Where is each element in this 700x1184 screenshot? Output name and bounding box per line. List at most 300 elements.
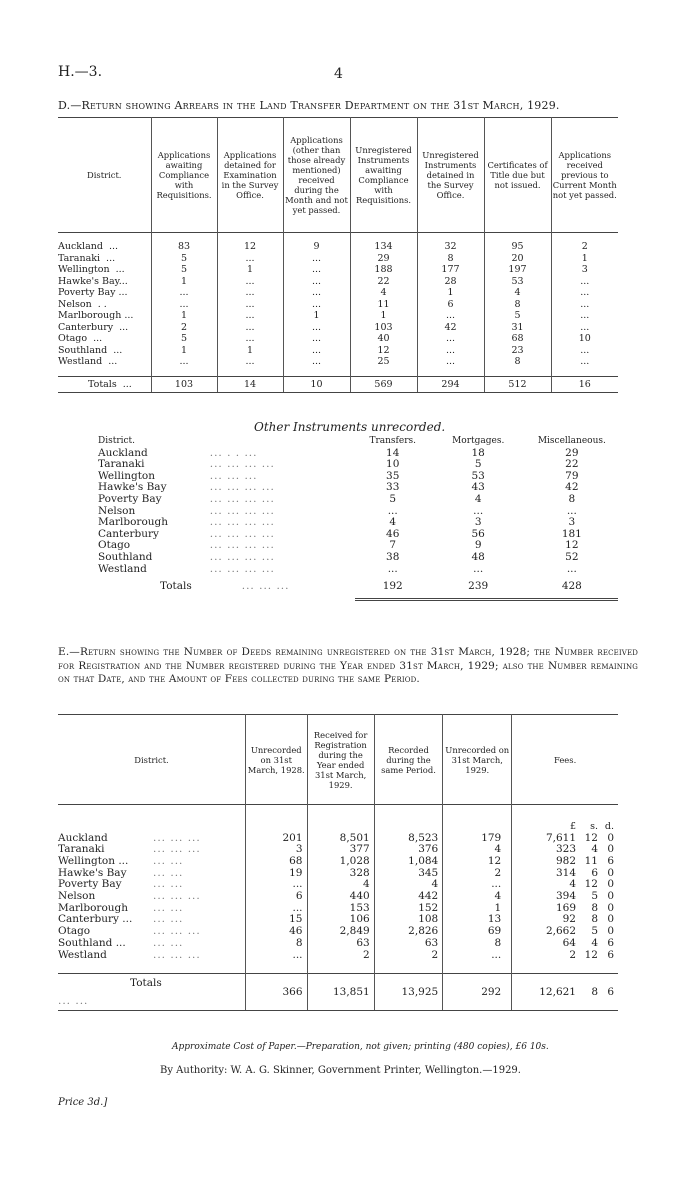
value-cell: 2 (551, 241, 618, 253)
value-cell: 38 (386, 550, 400, 563)
value-cell: 4 (307, 879, 374, 891)
value-cell: 4 (374, 879, 443, 891)
e-col-received: Received for Registration during the Year ended 31st March, 1929. (307, 715, 374, 805)
value-cell: 12 (565, 539, 579, 552)
leader-dots: ... ... ... ... (209, 458, 275, 471)
leader-dots: ... ... (153, 866, 184, 879)
value-cell: 12 (350, 345, 417, 357)
fee-unit-pounds: £ (569, 820, 576, 832)
value-cell: 1 (417, 287, 484, 299)
district-name: Otago (58, 333, 88, 344)
value-cell: 192 (355, 575, 431, 599)
value-cell: 177 (417, 264, 484, 276)
value-cell: ... (246, 903, 308, 915)
table-row (58, 376, 618, 392)
value-cell: 5 (474, 458, 482, 471)
leader-dots: ... ... ... (153, 890, 201, 903)
table-row (58, 253, 618, 265)
district-name: Auckland (98, 446, 148, 459)
district-name: Westland (58, 948, 107, 961)
e-col-unrecorded-1929: Unrecorded on 31st March, 1929. (443, 715, 512, 805)
value-cell: 6 (417, 299, 484, 311)
leader-dots: ... ... (58, 994, 89, 1007)
other-col-mortgages: Mortgages. (452, 436, 505, 446)
fee-shillings: 8 (591, 901, 598, 914)
value-cell: ... (387, 562, 398, 575)
district-cell (58, 891, 246, 903)
value-cell: 52 (565, 550, 579, 563)
fee-pence: 6 (607, 936, 614, 949)
value-cell: 181 (561, 527, 582, 540)
value-cell: 8,523 (374, 833, 443, 845)
fee-pounds: 982 (555, 854, 576, 867)
leader-dots: ... ... (153, 854, 184, 867)
value-cell: ... (217, 356, 283, 368)
leader-dots: . . (97, 298, 107, 310)
value-cell: 20 (484, 253, 551, 265)
district-name: Hawke's Bay (58, 866, 127, 879)
value-cell: 2,849 (307, 926, 374, 938)
fee-pence: 0 (607, 890, 614, 903)
table-row (58, 926, 618, 938)
fee-cell (512, 868, 618, 880)
value-cell: 8 (568, 492, 576, 505)
fee-shillings: 12 (584, 948, 598, 961)
fee-pounds: 169 (555, 901, 576, 914)
leader-dots: ... (108, 241, 119, 252)
table-row (58, 914, 618, 926)
district-name: Totals (88, 378, 117, 390)
value-cell: 4 (443, 891, 512, 903)
district-name: Taranaki (58, 252, 101, 264)
value-cell: ... (151, 356, 217, 368)
page-number: 4 (334, 66, 343, 82)
value-cell: ... (283, 299, 350, 311)
fee-pounds: 12,621 (539, 985, 576, 998)
value-cell: 1,028 (307, 856, 374, 868)
value-cell: 1 (443, 903, 512, 915)
other-instruments-table (98, 436, 618, 601)
value-cell: 10 (551, 333, 618, 345)
leader-dots: ... (122, 378, 132, 390)
value-cell: 201 (246, 833, 308, 845)
value-cell: ... (217, 253, 283, 265)
e-col-fees: Fees. (512, 715, 618, 805)
value-cell: 8 (443, 938, 512, 950)
district-name: Otago (58, 925, 91, 938)
fee-cell (512, 891, 618, 903)
value-cell: 2 (307, 950, 374, 962)
col-unregistered-survey: Unregistered Instruments detained in the Survey Office. (417, 118, 484, 233)
value-cell: 3 (568, 516, 576, 529)
fee-shillings: 8 (591, 913, 598, 926)
value-cell: 1 (217, 264, 283, 276)
district-name: Southland ... (58, 936, 126, 949)
value-cell: 5 (151, 333, 217, 345)
e-col-unrecorded-1928: Unrecorded on 31st March, 1928. (246, 715, 308, 805)
district-name: Auckland (58, 831, 108, 844)
table-row (98, 471, 618, 483)
leader-dots: ... (115, 264, 125, 275)
value-cell: 1,084 (374, 856, 443, 868)
value-cell: 68 (246, 856, 308, 868)
value-cell: ... (217, 299, 283, 311)
value-cell: ... (566, 562, 577, 575)
value-cell: 152 (374, 903, 443, 915)
value-cell: 11 (350, 299, 417, 311)
value-cell: ... (283, 333, 350, 345)
other-col-transfers: Transfers. (369, 436, 416, 446)
value-cell: 153 (307, 903, 374, 915)
price: Price 3d.] (58, 1097, 108, 1108)
section-d-title: D.—Return showing Arrears in the Land Transfer Department on the 31st March, 1929. (58, 99, 560, 112)
value-cell: ... (387, 504, 398, 517)
leader-dots: ... ... (153, 901, 184, 914)
fee-unit-shillings: s. (590, 820, 598, 832)
district-name: Taranaki (58, 843, 105, 856)
value-cell: 2 (374, 950, 443, 962)
value-cell: ... (551, 299, 618, 311)
leader-dots: ... (113, 344, 123, 356)
value-cell: 95 (484, 241, 551, 253)
value-cell: ... (417, 356, 484, 368)
value-cell: 377 (307, 844, 374, 856)
value-cell: ... (283, 253, 350, 265)
value-cell: 22 (565, 458, 579, 471)
leader-dots: ... ... (153, 913, 184, 926)
value-cell: ... (151, 287, 217, 299)
col-awaiting-compliance: Applications awaiting Compliance with Requisitions. (151, 118, 217, 233)
fee-shillings: 12 (584, 831, 598, 844)
value-cell: ... (566, 504, 577, 517)
fee-pence: 0 (607, 901, 614, 914)
table-row (98, 482, 618, 494)
value-cell: 43 (471, 481, 485, 494)
district-name: Totals (160, 580, 192, 593)
district-name: Hawke's Bay (98, 481, 167, 494)
value-cell: 69 (443, 926, 512, 938)
district-cell (58, 276, 151, 288)
fee-cell (512, 856, 618, 868)
value-cell: 106 (307, 914, 374, 926)
leader-dots: ... (108, 356, 118, 367)
leader-dots: ... ... (153, 936, 184, 949)
value-cell: 63 (374, 938, 443, 950)
leader-dots: ... ... ... ... (209, 562, 275, 575)
fee-pounds: 314 (555, 866, 576, 879)
district-name: Nelson (58, 298, 92, 310)
value-cell: 2,826 (374, 926, 443, 938)
value-cell: 8 (484, 299, 551, 311)
leader-dots: ... (93, 333, 103, 344)
value-cell: 134 (350, 241, 417, 253)
leader-dots: ... . . ... (209, 446, 258, 459)
district-name: Westland (58, 356, 103, 367)
value-cell: 7 (389, 539, 397, 552)
other-col-district: District. (98, 436, 136, 446)
district-cell (58, 299, 151, 311)
value-cell: 3 (246, 844, 308, 856)
value-cell: 1 (217, 345, 283, 357)
district-name: Wellington ... (58, 854, 129, 867)
value-cell: ... (551, 345, 618, 357)
value-cell: ... (283, 322, 350, 334)
value-cell: 3 (474, 516, 482, 529)
value-cell: 33 (386, 481, 400, 494)
fee-pence: 0 (607, 831, 614, 844)
value-cell: 15 (246, 914, 308, 926)
district-name: Otago (98, 539, 131, 552)
value-cell: 1 (551, 253, 618, 265)
value-cell: ... (217, 310, 283, 322)
value-cell: 345 (374, 868, 443, 880)
fee-pence: 6 (607, 985, 614, 998)
fee-pence: 0 (607, 843, 614, 856)
fee-pounds: 394 (555, 890, 576, 903)
value-cell: ... (217, 287, 283, 299)
value-cell: 8 (417, 253, 484, 265)
value-cell: ... (473, 562, 484, 575)
value-cell: ... (217, 322, 283, 334)
value-cell: 12 (217, 241, 283, 253)
value-cell: 4 (474, 492, 482, 505)
district-cell (58, 345, 151, 357)
value-cell: 25 (350, 356, 417, 368)
value-cell: 366 (246, 973, 308, 1010)
district-name: Canterbury ... (58, 913, 133, 926)
value-cell: 2 (151, 322, 217, 334)
value-cell: 6 (246, 891, 308, 903)
district-cell (58, 376, 151, 392)
col-district: District. (87, 170, 122, 180)
value-cell: 1 (350, 310, 417, 322)
fee-pence: 6 (607, 854, 614, 867)
table-row (98, 494, 618, 506)
deeds-table (58, 714, 618, 1011)
table-row (58, 844, 618, 856)
value-cell: 56 (471, 527, 485, 540)
value-cell: 5 (151, 264, 217, 276)
fee-shillings: 11 (584, 854, 598, 867)
fee-shillings: 4 (591, 843, 598, 856)
district-name: Westland (98, 562, 147, 575)
fee-shillings: 12 (584, 878, 598, 891)
value-cell: ... (443, 950, 512, 962)
value-cell: ... (473, 504, 484, 517)
fee-pence: 0 (607, 925, 614, 938)
value-cell: 3 (551, 264, 618, 276)
value-cell: 13,851 (307, 973, 374, 1010)
value-cell: 5 (151, 253, 217, 265)
value-cell: 1 (151, 310, 217, 322)
value-cell: ... (283, 345, 350, 357)
leader-dots: ... ... ... ... (209, 527, 275, 540)
value-cell: ... (551, 287, 618, 299)
value-cell: 31 (484, 322, 551, 334)
value-cell: ... (217, 276, 283, 288)
value-cell: 48 (471, 550, 485, 563)
fee-pounds: 64 (562, 936, 576, 949)
value-cell: 22 (350, 276, 417, 288)
table-row (58, 950, 618, 962)
value-cell: 63 (307, 938, 374, 950)
value-cell: 8 (246, 938, 308, 950)
table-row (58, 241, 618, 253)
value-cell: 16 (551, 376, 618, 392)
fee-unit-pence: d. (604, 820, 614, 832)
table-row (58, 856, 618, 868)
table-row (98, 448, 618, 460)
district-name: Wellington (58, 264, 110, 275)
fee-cell (512, 938, 618, 950)
value-cell: 13,925 (374, 973, 443, 1010)
value-cell: 9 (283, 241, 350, 253)
value-cell: ... (551, 356, 618, 368)
table-row (58, 276, 618, 288)
col-received-month: Applications (other than those already mentioned) received during the Month and not yet passed. (283, 118, 350, 233)
fee-pounds: 4 (569, 878, 576, 891)
leader-dots: ... (106, 252, 116, 264)
cost-note: Approximate Cost of Paper.—Preparation, not given; printing (480 copies), £6 10s. (172, 1042, 549, 1052)
fee-shillings: 6 (591, 866, 598, 879)
totals-row (58, 973, 618, 1010)
fee-shillings: 5 (591, 890, 598, 903)
table-row (98, 552, 618, 564)
district-name: Canterbury (58, 321, 114, 333)
value-cell: ... (551, 310, 618, 322)
district-name: Wellington (98, 469, 156, 482)
district-name: Southland (58, 344, 108, 356)
value-cell: ... (246, 879, 308, 891)
value-cell: 1 (283, 310, 350, 322)
fee-pence: 0 (607, 878, 614, 891)
district-cell (58, 253, 151, 265)
table-row (98, 529, 618, 541)
district-cell (58, 287, 151, 299)
leader-dots: ... ... ... ... (209, 539, 275, 552)
value-cell: 68 (484, 333, 551, 345)
value-cell: 83 (151, 241, 217, 253)
value-cell: 53 (471, 469, 485, 482)
district-name: Canterbury (98, 527, 159, 540)
district-name: Nelson (98, 504, 136, 517)
district-name: Poverty Bay (98, 492, 162, 505)
fee-pounds: 7,611 (545, 831, 576, 844)
value-cell: 4 (350, 287, 417, 299)
leader-dots: ... ... ... (241, 580, 290, 593)
district-name: Taranaki (98, 458, 145, 471)
value-cell: 53 (484, 276, 551, 288)
value-cell: 103 (151, 376, 217, 392)
table-row (58, 833, 618, 845)
value-cell: 4 (389, 516, 397, 529)
value-cell: ... (151, 299, 217, 311)
value-cell: 294 (417, 376, 484, 392)
leader-dots: ... ... ... (153, 948, 201, 961)
table-row (98, 459, 618, 471)
leader-dots: ... ... ... (209, 469, 258, 482)
table-row (98, 540, 618, 552)
value-cell: 9 (474, 539, 482, 552)
section-e-title: E.—Return showing the Number of Deeds remaining unregistered on the 31st March, 1928; the Number received for Registration and the Number registered during the Year ended 31st March, 1929; also the Number remaining on that Date, and the Amount of Fees collected during the same Period. (58, 646, 638, 685)
value-cell: 428 (526, 575, 618, 599)
value-cell: 29 (565, 446, 579, 459)
value-cell: 197 (484, 264, 551, 276)
fee-pence: 6 (607, 948, 614, 961)
other-col-misc: Miscellaneous. (537, 436, 606, 446)
value-cell: 8,501 (307, 833, 374, 845)
value-cell: 292 (443, 973, 512, 1010)
col-certificates: Certificates of Title due but not issued. (484, 118, 551, 233)
district-name: Marlborough ... (58, 310, 134, 321)
value-cell: 40 (350, 333, 417, 345)
district-cell (58, 856, 246, 868)
table-row (58, 891, 618, 903)
e-col-district: District. (134, 754, 169, 765)
district-name: Poverty Bay (58, 878, 122, 891)
value-cell: 14 (217, 376, 283, 392)
district-cell (58, 310, 151, 322)
value-cell: ... (443, 879, 512, 891)
value-cell: ... (551, 276, 618, 288)
leader-dots: ... ... ... ... (209, 481, 275, 494)
value-cell: 5 (484, 310, 551, 322)
value-cell: 10 (386, 458, 400, 471)
value-cell: ... (283, 264, 350, 276)
district-name: Southland (98, 550, 153, 563)
value-cell: ... (283, 287, 350, 299)
district-name: Totals (130, 976, 162, 989)
value-cell: 46 (386, 527, 400, 540)
leader-dots: ... (119, 321, 129, 333)
col-unregistered-requisitions: Unregistered Instruments awaiting Compliance with Requisitions. (350, 118, 417, 233)
district-name: Marlborough (98, 516, 169, 529)
district-name: Poverty Bay ... (58, 287, 128, 298)
value-cell: 179 (443, 833, 512, 845)
value-cell: 10 (283, 376, 350, 392)
col-received-previous: Applications received previous to Current Month not yet passed. (551, 118, 618, 233)
value-cell: 28 (417, 276, 484, 288)
district-name: Nelson (58, 890, 96, 903)
fee-pence: 0 (607, 866, 614, 879)
district-name: Hawke's Bay... (58, 275, 128, 287)
table-row (58, 287, 618, 299)
value-cell: 442 (374, 891, 443, 903)
table-row (58, 299, 618, 311)
value-cell: 8 (484, 356, 551, 368)
value-cell: 35 (386, 469, 400, 482)
table-row (58, 322, 618, 334)
value-cell: ... (417, 310, 484, 322)
value-cell: 5 (389, 492, 397, 505)
district-cell (58, 241, 151, 253)
leader-dots: ... ... ... ... (209, 504, 275, 517)
value-cell: 79 (565, 469, 579, 482)
value-cell: 23 (484, 345, 551, 357)
value-cell: 4 (443, 844, 512, 856)
table-row (58, 356, 618, 368)
district-name: Marlborough (58, 901, 129, 914)
fee-cell (512, 950, 618, 962)
district-cell (58, 938, 246, 950)
value-cell: ... (417, 333, 484, 345)
value-cell: 239 (431, 575, 526, 599)
table-row (58, 903, 618, 915)
leader-dots: ... ... ... (153, 843, 201, 856)
value-cell: 188 (350, 264, 417, 276)
value-cell: 29 (350, 253, 417, 265)
value-cell: 440 (307, 891, 374, 903)
